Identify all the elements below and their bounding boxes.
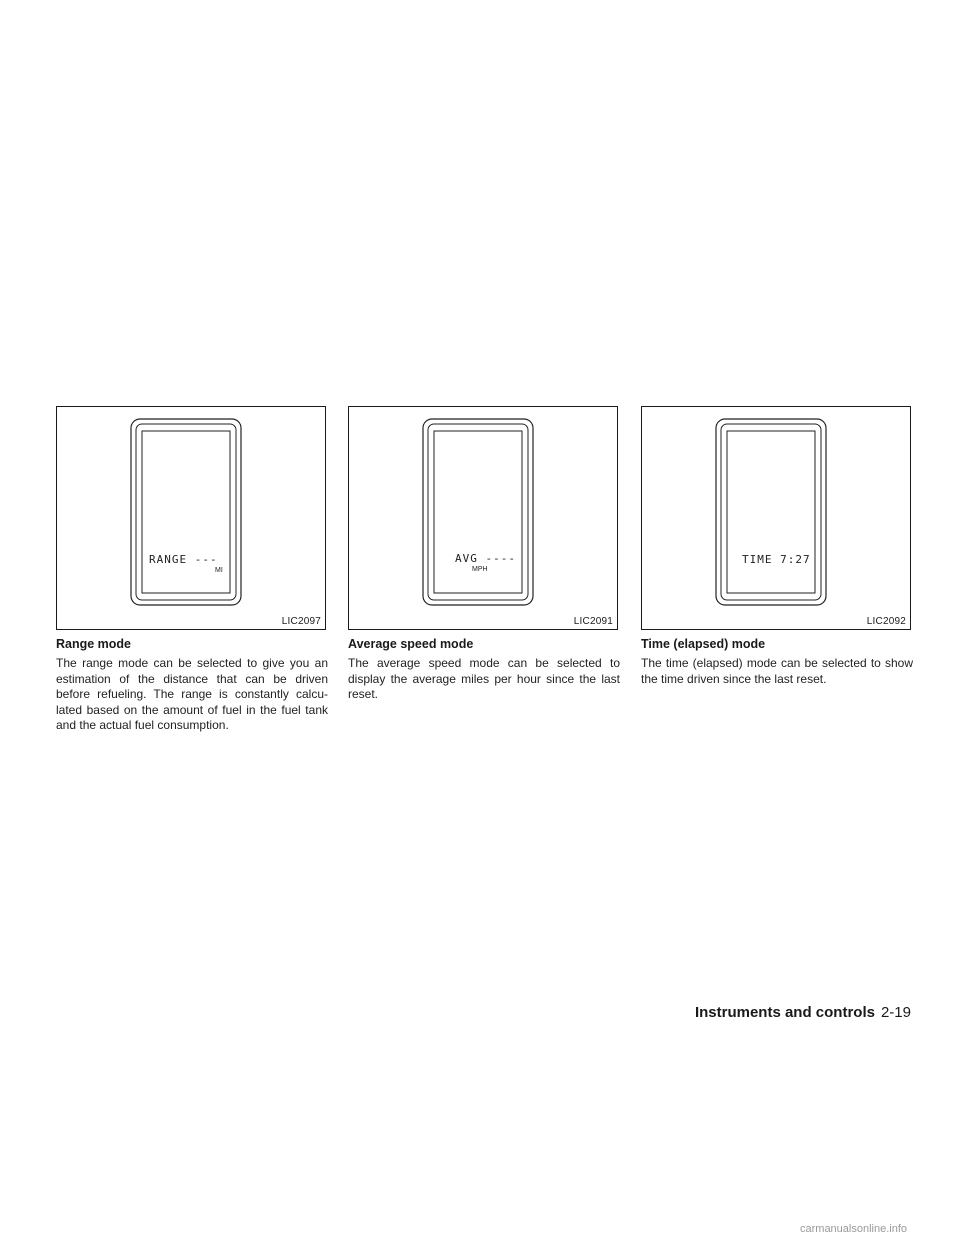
section-body: The time (elapsed) mode can be selected to show the time driven since the last reset. bbox=[641, 656, 913, 686]
lcd-display-illustration bbox=[642, 407, 912, 631]
section-heading: Average speed mode bbox=[348, 637, 474, 651]
time-elapsed-mode-section bbox=[641, 406, 913, 687]
section-body: The range mode can be selected to give you an estimation of the distance that can be driven before refueling. The range is constantly calcu-lated based on the amount of fuel in the fuel tank and the actual fuel consumption. bbox=[56, 656, 328, 732]
section-heading: Range mode bbox=[56, 637, 132, 651]
figure-id: LIC2092 bbox=[866, 616, 906, 627]
range-mode-figure bbox=[56, 406, 326, 630]
page-footer bbox=[695, 1004, 911, 1022]
lcd-readout: AVG ---- bbox=[455, 552, 516, 565]
section-heading: Time (elapsed) mode bbox=[641, 637, 766, 651]
page-number: 2-19 bbox=[880, 1004, 911, 1021]
range-mode-section bbox=[56, 406, 328, 734]
average-speed-mode-section bbox=[348, 406, 620, 703]
lcd-unit: MPH bbox=[472, 566, 488, 573]
lcd-display-illustration bbox=[349, 407, 619, 631]
average-speed-mode-figure bbox=[348, 406, 618, 630]
footer-section-title: Instruments and controls bbox=[694, 1004, 875, 1021]
figure-id: LIC2091 bbox=[573, 616, 613, 627]
lcd-readout: TIME 7:27 bbox=[742, 553, 811, 566]
section-body: The average speed mode can be selected to display the average miles per hour since the last reset. bbox=[348, 656, 620, 701]
lcd-readout: RANGE --- bbox=[149, 553, 218, 566]
figure-id: LIC2097 bbox=[281, 616, 321, 627]
watermark[interactable]: carmanualsonline.info bbox=[800, 1223, 908, 1235]
lcd-unit: MI bbox=[215, 567, 223, 574]
time-elapsed-mode-figure bbox=[641, 406, 911, 630]
lcd-display-illustration bbox=[57, 407, 327, 631]
